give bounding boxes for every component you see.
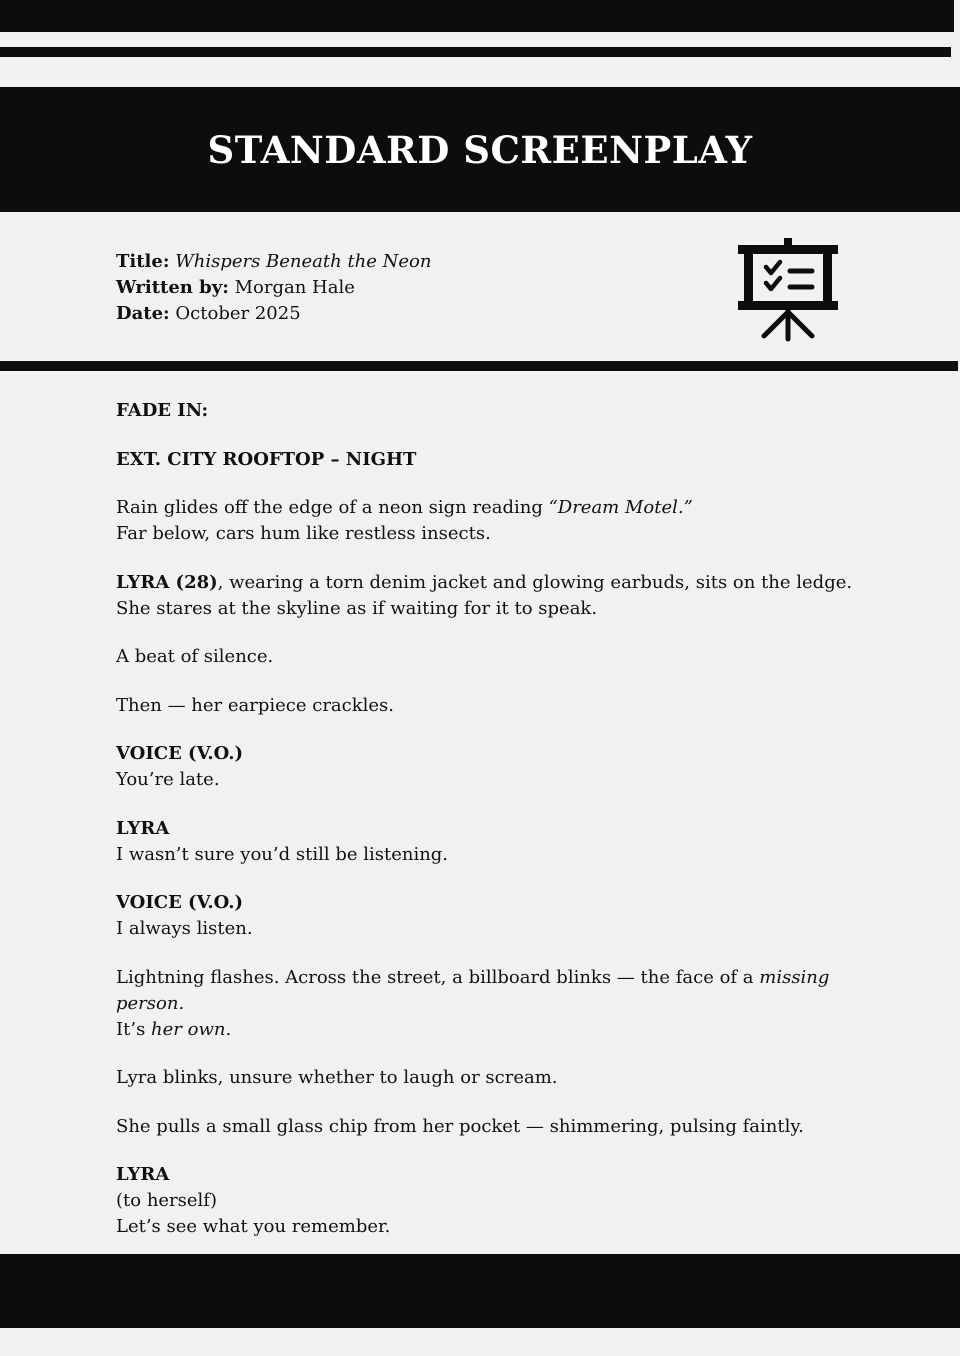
dialogue-line: I always listen. [116, 918, 253, 939]
emphasis-text: her own. [151, 1018, 232, 1040]
character-name: LYRA [116, 1164, 170, 1185]
top-decor-bar [0, 0, 954, 32]
scene-heading: EXT. CITY ROOFTOP – NIGHT [116, 448, 417, 470]
presentation-board-icon [732, 235, 844, 345]
author-label: Written by: [116, 277, 229, 298]
action-text: Far below, cars hum like restless insects. [116, 523, 491, 544]
action-text: , wearing a torn denim jacket and glowing earbuds, sits on the ledge. She stares at the skyline as if waiting for it to speak. [116, 571, 853, 619]
title-label: Title: [116, 251, 170, 272]
character-name: VOICE (V.O.) [116, 892, 244, 913]
date-line [116, 301, 431, 327]
action-paragraph-7: She pulls a small glass chip from her pocket — shimmering, pulsing faintly. [116, 1115, 804, 1137]
section-divider [0, 361, 958, 371]
title-value: Whispers Beneath the Neon [175, 251, 432, 272]
date-value: October 2025 [175, 303, 301, 324]
header-band [0, 87, 960, 212]
action-paragraph-5 [116, 965, 856, 1043]
title-block [116, 249, 431, 327]
dialogue-line: You’re late. [116, 769, 220, 790]
action-paragraph-1 [116, 495, 856, 547]
dialogue-block-3 [116, 890, 856, 942]
dialogue-line: Let’s see what you remember. [116, 1216, 391, 1237]
action-paragraph-6: Lyra blinks, unsure whether to laugh or scream. [116, 1067, 558, 1088]
parenthetical: (to herself) [116, 1190, 217, 1211]
screenplay-body [116, 398, 856, 1263]
date-label: Date: [116, 303, 170, 324]
page-title: STANDARD SCREENPLAY [207, 127, 753, 172]
footer-band [0, 1254, 960, 1328]
emphasis-text: missing person. [116, 966, 830, 1014]
dialogue-block-2 [116, 816, 856, 868]
dialogue-line: I wasn’t sure you’d still be listening. [116, 843, 449, 865]
action-text: Lightning flashes. Across the street, a billboard blinks — the face of a [116, 966, 760, 988]
title-line [116, 249, 431, 275]
dialogue-block-1 [116, 741, 856, 793]
author-line [116, 275, 431, 301]
character-name: LYRA [116, 817, 170, 839]
action-text: It’s [116, 1018, 152, 1040]
transition-fade-in: FADE IN: [116, 400, 209, 421]
action-text: Rain glides off the edge of a neon sign reading [116, 497, 549, 518]
top-decor-line [0, 47, 951, 57]
action-paragraph-4: Then — her earpiece crackles. [116, 694, 395, 716]
author-value: Morgan Hale [234, 277, 355, 298]
sign-text: “Dream Motel.” [548, 497, 693, 518]
character-name: VOICE (V.O.) [116, 743, 244, 764]
action-paragraph-3: A beat of silence. [116, 646, 274, 667]
character-intro: LYRA (28) [116, 571, 218, 593]
dialogue-block-4 [116, 1162, 856, 1240]
action-paragraph-2 [116, 570, 856, 622]
